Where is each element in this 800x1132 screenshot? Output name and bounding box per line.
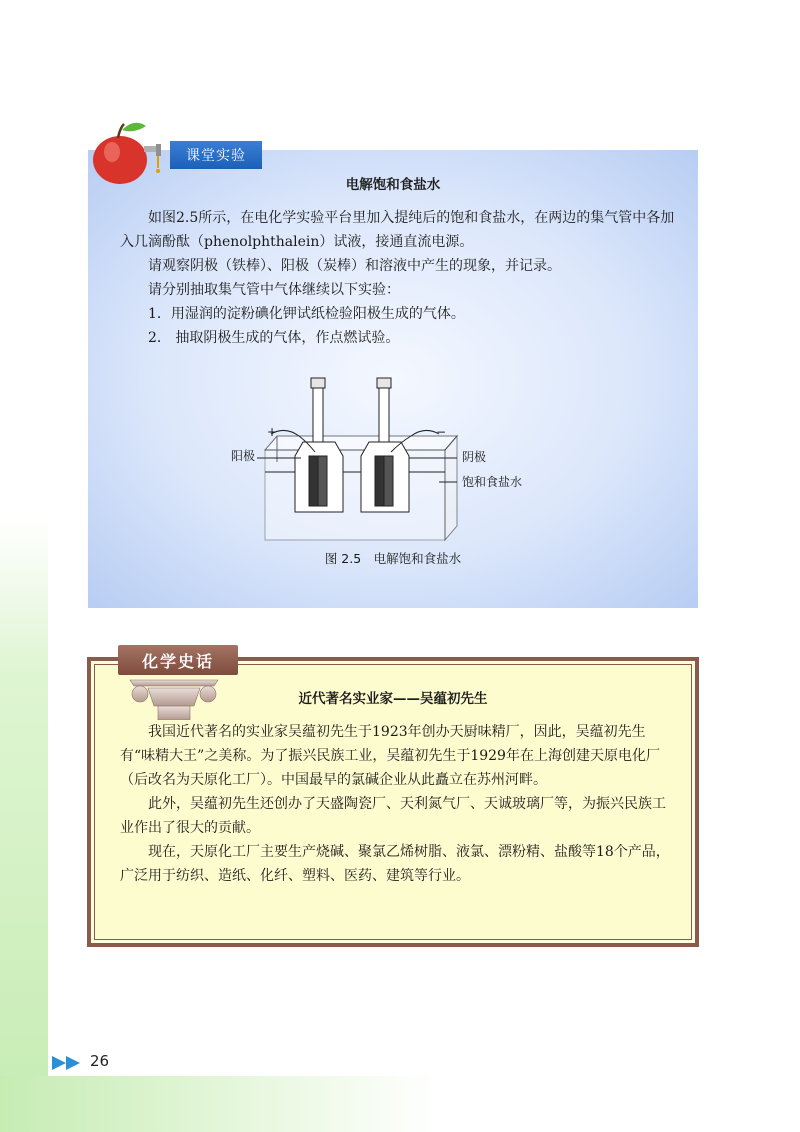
experiment-paragraph: 如图2.5所示，在电化学实验平台里加入提纯后的饱和食盐水，在两边的集气管中各加入几滴酚酞（phenolphthalein）试液，接通直流电源。 <box>120 210 675 250</box>
history-title: 近代著名实业家——吴蕴初先生 <box>298 691 488 707</box>
cathode-label: 阴极 <box>462 450 487 464</box>
anode-label: 阳极 <box>231 449 256 463</box>
experiment-title: 电解饱和食盐水 <box>345 177 441 193</box>
history-body <box>120 720 672 888</box>
experiment-body <box>120 206 680 350</box>
double-arrow-icon <box>50 1053 90 1073</box>
plus-sign: + <box>267 425 278 439</box>
experiment-paragraph: 请分别抽取集气管中气体继续以下实验： <box>148 282 400 298</box>
electrolysis-diagram <box>225 372 535 550</box>
page-side-decoration <box>0 520 48 1132</box>
minus-sign: − <box>436 425 447 439</box>
experiment-step: 1．用湿润的淀粉碘化钾试纸检验阳极生成的气体。 <box>148 306 465 322</box>
history-paragraph: 现在，天原化工厂主要生产烧碱、聚氯乙烯树脂、液氯、漂粉精、盐酸等18个产品，广泛用于纺织、造纸、化纤、塑料、医药、建筑等行业。 <box>120 844 670 884</box>
experiment-step: 2． 抽取阴极生成的气体，作点燃试验。 <box>148 330 400 346</box>
page-bottom-decoration <box>0 1076 800 1132</box>
history-paragraph: 此外，吴蕴初先生还创办了天盛陶瓷厂、天利氮气厂、天诚玻璃厂等，为振兴民族工业作出了很大的贡献。 <box>120 796 666 836</box>
experiment-tag: 课堂实验 <box>170 141 262 169</box>
figure-caption: 图 2.5 电解饱和食盐水 <box>324 551 462 566</box>
experiment-paragraph: 请观察阴极（铁棒）、阳极（炭棒）和溶液中产生的现象，并记录。 <box>148 258 561 274</box>
page-number: 26 <box>90 1052 110 1070</box>
history-tag: 化学史话 <box>118 645 238 675</box>
history-paragraph: 我国近代著名的实业家吴蕴初先生于1923年创办天厨味精厂，因此，吴蕴初先生有“味精大王”之美称。为了振兴民族工业，吴蕴初先生于1929年在上海创建天原电化厂（后改名为天原化工厂）。中国最早的氯碱企业从此矗立在苏州河畔。 <box>120 724 660 788</box>
solution-label: 饱和食盐水 <box>462 475 523 489</box>
